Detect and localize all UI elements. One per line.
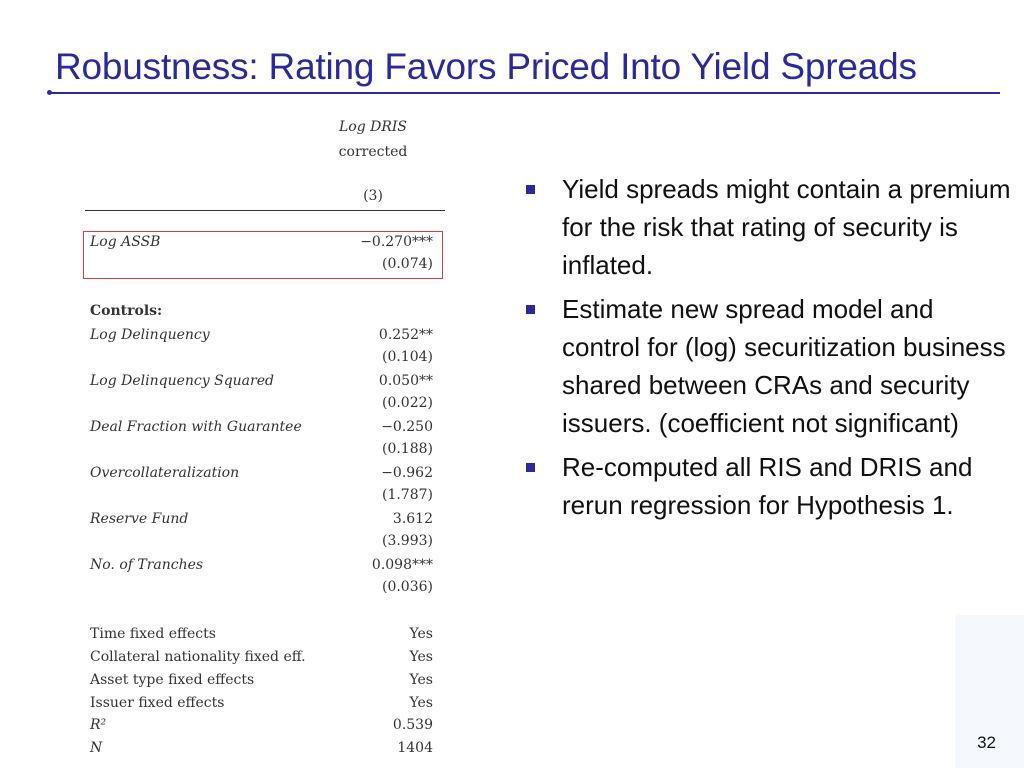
fixed-effects-row [90,649,433,671]
regression-table [83,112,445,762]
fixed-effects-row [90,695,433,717]
row-std-error: (0.104) [381,349,433,365]
table-row [90,557,433,595]
square-bullet-icon [526,305,535,314]
table-row [90,511,433,549]
bullet-text: Re-computed all RIS and DRIS and rerun regression for Hypothesis 1. [562,452,973,520]
row-label: No. of Tranches [90,557,204,573]
title-underline [50,92,1000,94]
bullet-item [520,448,1015,524]
row-coefficient: −0.962 [381,465,433,481]
square-bullet-icon [526,185,535,194]
bullet-item [520,170,1015,284]
row-value: 0.539 [392,717,433,733]
fixed-effects-row [90,672,433,694]
row-std-error: (3.993) [381,533,433,549]
column-header-line1: Log DRIS [338,119,408,135]
column-header-line2: corrected [338,144,408,160]
page-number: 32 [977,733,996,752]
column-number: (3) [363,188,383,204]
row-label: R² [90,717,107,733]
row-label: Log ASSB [90,234,161,250]
table-row [90,373,433,411]
bullet-item [520,290,1015,442]
row-label: Overcollateralization [90,465,240,481]
row-label: Log Delinquency Squared [90,373,274,389]
table-row [90,419,433,457]
table-rule [85,210,445,211]
row-label: Reserve Fund [90,511,189,527]
slide-title: Robustness: Rating Favors Priced Into Yield Spreads [55,46,917,87]
bullet-text: Yield spreads might contain a premium for the risk that rating of security is inflated. [562,174,1011,280]
row-std-error: (0.022) [381,395,433,411]
table-row [90,465,433,503]
row-coefficient: 0.050** [378,373,433,389]
fixed-effects-row [90,626,433,648]
row-coefficient: −0.270*** [360,234,433,250]
bullet-text: Estimate new spread model and control for (log) securitization business shared between CRAs and security issuers. (coefficient not significant) [562,294,1006,438]
square-bullet-icon [526,463,535,472]
row-value: Yes [409,626,433,642]
row-label: Deal Fraction with Guarantee [90,419,302,435]
row-std-error: (0.036) [381,579,433,595]
bullet-list [520,170,1015,530]
row-coefficient: 0.098*** [371,557,433,573]
row-value: Yes [409,695,433,711]
row-value: Yes [409,672,433,688]
row-std-error: (0.074) [381,256,433,272]
row-std-error: (0.188) [381,441,433,457]
row-std-error: (1.787) [381,487,433,503]
table-row-main [90,234,433,272]
row-coefficient: 0.252** [378,327,433,343]
row-label: Issuer fixed effects [90,695,225,711]
row-label: Log Delinquency [90,327,210,343]
row-label: Asset type fixed effects [90,672,255,688]
row-label: N [90,740,103,756]
row-value: Yes [409,649,433,665]
row-value: 1404 [397,740,433,756]
r-squared-row [90,717,433,739]
row-label: Time fixed effects [90,626,216,642]
row-coefficient: 3.612 [392,511,433,527]
title-underline-dot [47,90,52,95]
controls-heading: Controls: [90,303,163,319]
row-label: Collateral nationality fixed eff. [90,649,306,665]
observations-row [90,740,433,762]
table-row [90,327,433,365]
row-coefficient: −0.250 [381,419,433,435]
